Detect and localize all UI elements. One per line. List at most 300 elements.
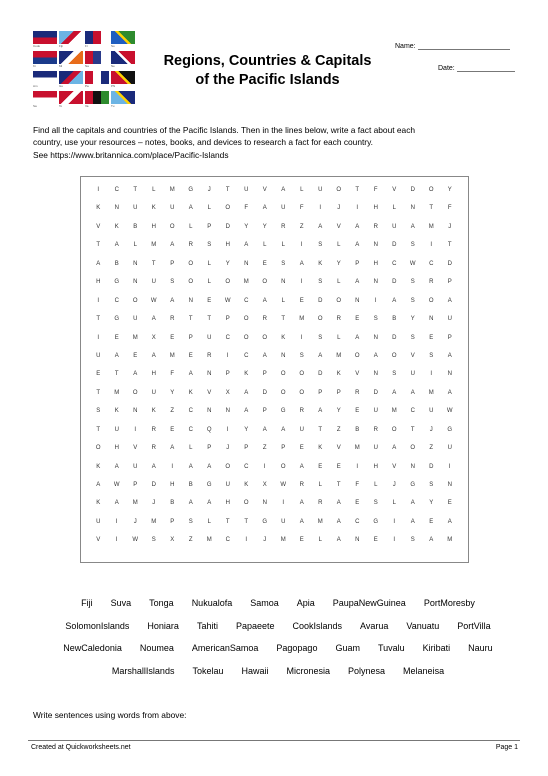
grid-letter[interactable]: A bbox=[299, 463, 304, 470]
grid-letter[interactable]: N bbox=[262, 500, 267, 507]
grid-letter[interactable]: O bbox=[280, 371, 286, 378]
grid-letter[interactable]: R bbox=[318, 500, 323, 507]
grid-letter[interactable]: T bbox=[281, 316, 286, 323]
grid-letter[interactable]: N bbox=[114, 205, 119, 212]
grid-letter[interactable]: L bbox=[318, 482, 322, 488]
grid-letter[interactable]: Z bbox=[299, 223, 304, 230]
grid-letter[interactable]: A bbox=[318, 223, 323, 230]
grid-letter[interactable]: A bbox=[447, 352, 452, 359]
grid-letter[interactable]: E bbox=[114, 334, 119, 341]
grid-letter[interactable]: M bbox=[132, 500, 138, 507]
grid-letter[interactable]: S bbox=[318, 279, 323, 286]
grid-letter[interactable]: O bbox=[262, 279, 268, 286]
grid-letter[interactable]: A bbox=[355, 242, 360, 249]
grid-letter[interactable]: B bbox=[114, 260, 119, 267]
grid-letter[interactable]: U bbox=[318, 187, 323, 193]
grid-letter[interactable]: O bbox=[317, 316, 323, 323]
grid-letter[interactable]: P bbox=[262, 371, 267, 378]
grid-letter[interactable]: H bbox=[225, 242, 230, 249]
grid-letter[interactable]: A bbox=[355, 279, 360, 286]
grid-letter[interactable]: L bbox=[281, 242, 285, 249]
grid-letter[interactable]: I bbox=[245, 537, 248, 544]
grid-letter[interactable]: T bbox=[429, 205, 434, 212]
grid-letter[interactable]: S bbox=[392, 371, 397, 378]
grid-letter[interactable]: J bbox=[133, 518, 137, 525]
grid-letter[interactable]: O bbox=[299, 389, 305, 396]
grid-letter[interactable]: M bbox=[280, 537, 286, 544]
grid-letter[interactable]: L bbox=[374, 482, 378, 488]
grid-letter[interactable]: U bbox=[429, 408, 434, 415]
grid-letter[interactable]: E bbox=[299, 297, 304, 304]
grid-letter[interactable]: A bbox=[114, 242, 119, 249]
grid-letter[interactable]: N bbox=[410, 463, 415, 470]
grid-letter[interactable]: E bbox=[96, 371, 101, 378]
grid-letter[interactable]: H bbox=[373, 260, 378, 267]
grid-letter[interactable]: A bbox=[299, 260, 304, 267]
grid-letter[interactable]: M bbox=[169, 187, 175, 193]
grid-letter[interactable]: J bbox=[226, 445, 230, 452]
grid-letter[interactable]: A bbox=[447, 389, 452, 396]
grid-letter[interactable]: H bbox=[225, 500, 230, 507]
grid-letter[interactable]: M bbox=[206, 537, 212, 544]
grid-letter[interactable]: I bbox=[374, 297, 377, 304]
grid-letter[interactable]: V bbox=[392, 187, 397, 193]
grid-letter[interactable]: G bbox=[206, 482, 212, 488]
grid-letter[interactable]: G bbox=[280, 408, 286, 415]
grid-letter[interactable]: M bbox=[169, 352, 175, 359]
grid-letter[interactable]: A bbox=[114, 352, 119, 359]
grid-letter[interactable]: N bbox=[355, 537, 360, 544]
name-field[interactable] bbox=[395, 42, 510, 50]
grid-letter[interactable]: E bbox=[355, 500, 360, 507]
grid-letter[interactable]: A bbox=[447, 297, 452, 304]
grid-letter[interactable]: I bbox=[356, 463, 359, 470]
grid-letter[interactable]: H bbox=[151, 223, 156, 230]
grid-letter[interactable]: I bbox=[226, 426, 229, 433]
grid-letter[interactable]: D bbox=[429, 463, 434, 470]
grid-letter[interactable]: V bbox=[410, 352, 415, 359]
grid-letter[interactable]: A bbox=[188, 371, 193, 378]
grid-letter[interactable]: L bbox=[337, 242, 341, 249]
grid-letter[interactable]: U bbox=[96, 352, 101, 359]
grid-letter[interactable]: I bbox=[300, 242, 303, 249]
grid-letter[interactable]: C bbox=[114, 297, 119, 304]
grid-letter[interactable]: S bbox=[151, 537, 156, 544]
grid-letter[interactable]: L bbox=[189, 223, 193, 230]
grid-letter[interactable]: U bbox=[410, 371, 415, 378]
grid-letter[interactable]: R bbox=[373, 426, 378, 433]
grid-letter[interactable]: H bbox=[96, 279, 101, 286]
grid-letter[interactable]: M bbox=[151, 518, 157, 525]
grid-letter[interactable]: G bbox=[114, 316, 120, 323]
grid-letter[interactable]: T bbox=[225, 187, 230, 193]
grid-letter[interactable]: J bbox=[207, 187, 211, 193]
grid-letter[interactable]: W bbox=[132, 537, 139, 544]
grid-letter[interactable]: K bbox=[318, 260, 323, 267]
grid-letter[interactable]: U bbox=[281, 205, 286, 212]
grid-letter[interactable]: A bbox=[170, 445, 175, 452]
grid-letter[interactable]: A bbox=[355, 223, 360, 230]
grid-letter[interactable]: B bbox=[133, 223, 138, 230]
grid-letter[interactable]: M bbox=[299, 316, 305, 323]
grid-letter[interactable]: Z bbox=[336, 426, 341, 433]
grid-letter[interactable]: K bbox=[244, 482, 249, 488]
grid-letter[interactable]: P bbox=[262, 408, 267, 415]
grid-letter[interactable]: K bbox=[151, 205, 156, 212]
grid-letter[interactable]: T bbox=[188, 316, 193, 323]
grid-letter[interactable]: N bbox=[133, 279, 138, 286]
grid-letter[interactable]: S bbox=[170, 279, 175, 286]
grid-letter[interactable]: I bbox=[448, 463, 451, 470]
grid-letter[interactable]: F bbox=[373, 187, 378, 193]
grid-letter[interactable]: P bbox=[170, 518, 175, 525]
grid-letter[interactable]: C bbox=[429, 260, 434, 267]
grid-letter[interactable]: N bbox=[447, 482, 452, 488]
grid-letter[interactable]: S bbox=[410, 279, 415, 286]
grid-letter[interactable]: A bbox=[392, 445, 397, 452]
grid-letter[interactable]: A bbox=[281, 187, 286, 193]
grid-letter[interactable]: N bbox=[281, 352, 286, 359]
grid-letter[interactable]: I bbox=[97, 297, 100, 304]
grid-letter[interactable]: E bbox=[170, 334, 175, 341]
grid-letter[interactable]: R bbox=[336, 316, 341, 323]
grid-letter[interactable]: V bbox=[336, 223, 341, 230]
grid-letter[interactable]: Y bbox=[262, 223, 267, 230]
grid-letter[interactable]: P bbox=[355, 260, 360, 267]
grid-letter[interactable]: E bbox=[299, 537, 304, 544]
grid-letter[interactable]: Q bbox=[206, 426, 212, 433]
grid-letter[interactable]: O bbox=[391, 352, 397, 359]
grid-letter[interactable]: O bbox=[132, 297, 138, 304]
grid-letter[interactable]: M bbox=[132, 334, 138, 341]
grid-letter[interactable]: M bbox=[428, 389, 434, 396]
grid-letter[interactable]: W bbox=[446, 408, 453, 415]
grid-letter[interactable]: V bbox=[96, 223, 101, 230]
grid-letter[interactable]: A bbox=[151, 463, 156, 470]
grid-letter[interactable]: L bbox=[207, 518, 211, 525]
grid-letter[interactable]: T bbox=[318, 426, 323, 433]
grid-letter[interactable]: I bbox=[393, 518, 396, 525]
grid-letter[interactable]: X bbox=[225, 389, 230, 396]
grid-letter[interactable]: T bbox=[96, 389, 101, 396]
grid-letter[interactable]: A bbox=[318, 352, 323, 359]
grid-letter[interactable]: U bbox=[373, 445, 378, 452]
grid-letter[interactable]: T bbox=[133, 187, 138, 193]
grid-letter[interactable]: H bbox=[373, 205, 378, 212]
grid-letter[interactable]: M bbox=[354, 445, 360, 452]
grid-letter[interactable]: A bbox=[299, 500, 304, 507]
grid-letter[interactable]: N bbox=[373, 334, 378, 341]
grid-letter[interactable]: A bbox=[244, 408, 249, 415]
grid-letter[interactable]: S bbox=[281, 260, 286, 267]
grid-letter[interactable]: A bbox=[410, 389, 415, 396]
grid-letter[interactable]: U bbox=[373, 408, 378, 415]
grid-letter[interactable]: E bbox=[207, 297, 212, 304]
grid-letter[interactable]: L bbox=[207, 205, 211, 212]
grid-letter[interactable]: P bbox=[207, 445, 212, 452]
grid-letter[interactable]: O bbox=[243, 316, 249, 323]
grid-letter[interactable]: A bbox=[299, 518, 304, 525]
grid-letter[interactable]: U bbox=[151, 279, 156, 286]
grid-letter[interactable]: D bbox=[392, 334, 397, 341]
grid-letter[interactable]: O bbox=[169, 223, 175, 230]
grid-letter[interactable]: Z bbox=[262, 445, 267, 452]
grid-letter[interactable]: G bbox=[114, 279, 120, 286]
grid-letter[interactable]: U bbox=[207, 334, 212, 341]
grid-letter[interactable]: K bbox=[114, 408, 119, 415]
grid-letter[interactable]: A bbox=[114, 463, 119, 470]
grid-letter[interactable]: P bbox=[170, 260, 175, 267]
grid-letter[interactable]: S bbox=[96, 408, 101, 415]
grid-letter[interactable]: X bbox=[170, 537, 175, 544]
grid-letter[interactable]: K bbox=[281, 334, 286, 341]
grid-letter[interactable]: U bbox=[447, 445, 452, 452]
grid-letter[interactable]: K bbox=[318, 445, 323, 452]
grid-letter[interactable]: C bbox=[188, 408, 193, 415]
grid-letter[interactable]: C bbox=[244, 297, 249, 304]
grid-letter[interactable]: D bbox=[392, 242, 397, 249]
grid-letter[interactable]: V bbox=[96, 537, 101, 544]
grid-letter[interactable]: S bbox=[429, 482, 434, 488]
grid-letter[interactable]: J bbox=[392, 482, 396, 488]
grid-letter[interactable]: L bbox=[263, 242, 267, 249]
grid-letter[interactable]: L bbox=[133, 242, 137, 249]
grid-letter[interactable]: U bbox=[392, 223, 397, 230]
grid-letter[interactable]: F bbox=[244, 205, 249, 212]
grid-letter[interactable]: A bbox=[96, 482, 101, 488]
grid-letter[interactable]: E bbox=[170, 426, 175, 433]
grid-letter[interactable]: S bbox=[429, 352, 434, 359]
grid-letter[interactable]: X bbox=[262, 482, 267, 488]
grid-letter[interactable]: B bbox=[355, 426, 360, 433]
grid-letter[interactable]: A bbox=[410, 500, 415, 507]
grid-letter[interactable]: A bbox=[114, 500, 119, 507]
grid-letter[interactable]: I bbox=[226, 352, 229, 359]
grid-letter[interactable]: G bbox=[410, 482, 416, 488]
grid-letter[interactable]: J bbox=[448, 223, 452, 230]
grid-letter[interactable]: P bbox=[225, 316, 230, 323]
grid-letter[interactable]: A bbox=[429, 537, 434, 544]
grid-letter[interactable]: Y bbox=[244, 426, 249, 433]
grid-letter[interactable]: D bbox=[318, 371, 323, 378]
grid-letter[interactable]: T bbox=[96, 242, 101, 249]
grid-letter[interactable]: C bbox=[114, 187, 119, 193]
grid-letter[interactable]: K bbox=[188, 389, 193, 396]
grid-letter[interactable]: K bbox=[244, 371, 249, 378]
grid-letter[interactable]: M bbox=[151, 242, 157, 249]
grid-letter[interactable]: T bbox=[410, 426, 415, 433]
grid-letter[interactable]: N bbox=[207, 408, 212, 415]
grid-letter[interactable]: U bbox=[114, 426, 119, 433]
grid-letter[interactable]: P bbox=[447, 334, 452, 341]
grid-letter[interactable]: B bbox=[188, 482, 193, 488]
grid-letter[interactable]: C bbox=[244, 352, 249, 359]
grid-letter[interactable]: V bbox=[133, 445, 138, 452]
grid-letter[interactable]: C bbox=[225, 537, 230, 544]
grid-letter[interactable]: A bbox=[281, 426, 286, 433]
grid-letter[interactable]: C bbox=[244, 463, 249, 470]
grid-letter[interactable]: S bbox=[410, 242, 415, 249]
grid-letter[interactable]: F bbox=[355, 482, 360, 488]
grid-letter[interactable]: E bbox=[262, 260, 267, 267]
grid-letter[interactable]: Y bbox=[170, 389, 175, 396]
grid-letter[interactable]: O bbox=[225, 463, 231, 470]
grid-letter[interactable]: E bbox=[429, 334, 434, 341]
grid-letter[interactable]: T bbox=[244, 518, 249, 525]
grid-letter[interactable]: A bbox=[188, 500, 193, 507]
grid-letter[interactable]: L bbox=[337, 334, 341, 341]
grid-letter[interactable]: N bbox=[429, 316, 434, 323]
grid-letter[interactable]: W bbox=[150, 297, 157, 304]
grid-letter[interactable]: O bbox=[428, 187, 434, 193]
grid-letter[interactable]: L bbox=[207, 279, 211, 286]
grid-letter[interactable]: H bbox=[151, 371, 156, 378]
grid-letter[interactable]: L bbox=[207, 260, 211, 267]
grid-letter[interactable]: K bbox=[96, 463, 101, 470]
grid-letter[interactable]: L bbox=[392, 500, 396, 507]
grid-letter[interactable]: C bbox=[225, 334, 230, 341]
grid-letter[interactable]: Y bbox=[429, 500, 434, 507]
grid-letter[interactable]: A bbox=[151, 316, 156, 323]
grid-letter[interactable]: E bbox=[299, 445, 304, 452]
grid-letter[interactable]: T bbox=[207, 316, 212, 323]
grid-letter[interactable]: N bbox=[133, 408, 138, 415]
grid-letter[interactable]: O bbox=[188, 279, 194, 286]
grid-letter[interactable]: C bbox=[410, 408, 415, 415]
grid-letter[interactable]: T bbox=[96, 316, 101, 323]
grid-letter[interactable]: H bbox=[373, 463, 378, 470]
grid-letter[interactable]: K bbox=[96, 205, 101, 212]
grid-letter[interactable]: P bbox=[133, 482, 138, 488]
grid-letter[interactable]: E bbox=[429, 518, 434, 525]
grid-letter[interactable]: I bbox=[300, 279, 303, 286]
grid-letter[interactable]: O bbox=[280, 389, 286, 396]
grid-letter[interactable]: Y bbox=[336, 408, 341, 415]
grid-letter[interactable]: D bbox=[410, 187, 415, 193]
grid-letter[interactable]: N bbox=[373, 242, 378, 249]
grid-letter[interactable]: V bbox=[355, 371, 360, 378]
grid-letter[interactable]: N bbox=[355, 297, 360, 304]
grid-letter[interactable]: X bbox=[151, 334, 156, 341]
grid-letter[interactable]: T bbox=[355, 187, 360, 193]
grid-letter[interactable]: A bbox=[262, 205, 267, 212]
grid-letter[interactable]: A bbox=[392, 297, 397, 304]
grid-letter[interactable]: F bbox=[170, 371, 175, 378]
grid-letter[interactable]: S bbox=[207, 242, 212, 249]
grid-letter[interactable]: S bbox=[373, 316, 378, 323]
grid-letter[interactable]: S bbox=[318, 242, 323, 249]
grid-letter[interactable]: A bbox=[151, 352, 156, 359]
grid-letter[interactable]: O bbox=[336, 187, 342, 193]
grid-letter[interactable]: O bbox=[391, 426, 397, 433]
grid-letter[interactable]: P bbox=[207, 223, 212, 230]
grid-letter[interactable]: A bbox=[262, 426, 267, 433]
grid-letter[interactable]: G bbox=[188, 187, 194, 193]
grid-letter[interactable]: A bbox=[318, 408, 323, 415]
grid-letter[interactable]: B bbox=[170, 500, 175, 507]
grid-letter[interactable]: Z bbox=[429, 445, 434, 452]
grid-letter[interactable]: U bbox=[447, 316, 452, 323]
grid-letter[interactable]: P bbox=[318, 389, 323, 396]
grid-letter[interactable]: O bbox=[188, 260, 194, 267]
grid-letter[interactable]: D bbox=[373, 389, 378, 396]
grid-letter[interactable]: J bbox=[263, 537, 267, 544]
grid-letter[interactable]: H bbox=[170, 482, 175, 488]
grid-letter[interactable]: O bbox=[243, 500, 249, 507]
grid-letter[interactable]: D bbox=[447, 260, 452, 267]
grid-letter[interactable]: R bbox=[281, 223, 286, 230]
grid-letter[interactable]: J bbox=[429, 426, 433, 433]
grid-letter[interactable]: O bbox=[225, 279, 231, 286]
grid-letter[interactable]: A bbox=[170, 242, 175, 249]
grid-letter[interactable]: S bbox=[410, 537, 415, 544]
grid-letter[interactable]: P bbox=[225, 371, 230, 378]
grid-letter[interactable]: Z bbox=[170, 408, 175, 415]
grid-letter[interactable]: S bbox=[410, 334, 415, 341]
grid-letter[interactable]: V bbox=[207, 389, 212, 396]
grid-letter[interactable]: I bbox=[430, 242, 433, 249]
grid-letter[interactable]: P bbox=[281, 445, 286, 452]
grid-letter[interactable]: I bbox=[356, 205, 359, 212]
grid-letter[interactable]: M bbox=[336, 352, 342, 359]
grid-letter[interactable]: R bbox=[429, 279, 434, 286]
grid-letter[interactable]: E bbox=[447, 500, 452, 507]
grid-letter[interactable]: M bbox=[317, 518, 323, 525]
grid-letter[interactable]: V bbox=[262, 187, 267, 193]
grid-letter[interactable]: I bbox=[319, 205, 322, 212]
grid-letter[interactable]: N bbox=[281, 279, 286, 286]
grid-letter[interactable]: K bbox=[114, 223, 119, 230]
grid-letter[interactable]: I bbox=[97, 187, 100, 193]
grid-letter[interactable]: A bbox=[336, 518, 341, 525]
word-search-grid[interactable] bbox=[89, 181, 459, 550]
grid-letter[interactable]: A bbox=[244, 389, 249, 396]
grid-letter[interactable]: E bbox=[318, 463, 323, 470]
grid-letter[interactable]: O bbox=[225, 205, 231, 212]
grid-letter[interactable]: R bbox=[262, 316, 267, 323]
grid-letter[interactable]: E bbox=[133, 352, 138, 359]
grid-letter[interactable]: G bbox=[447, 426, 453, 433]
grid-letter[interactable]: A bbox=[96, 260, 101, 267]
grid-letter[interactable]: J bbox=[337, 205, 341, 212]
grid-letter[interactable]: P bbox=[447, 279, 452, 286]
grid-letter[interactable]: U bbox=[244, 187, 249, 193]
date-line[interactable] bbox=[457, 64, 515, 72]
grid-letter[interactable]: O bbox=[299, 371, 305, 378]
grid-letter[interactable]: B bbox=[392, 316, 397, 323]
grid-letter[interactable]: O bbox=[132, 389, 138, 396]
grid-letter[interactable]: W bbox=[113, 482, 120, 488]
grid-letter[interactable]: L bbox=[337, 279, 341, 286]
grid-letter[interactable]: E bbox=[188, 352, 193, 359]
grid-letter[interactable]: W bbox=[409, 260, 416, 267]
grid-letter[interactable]: R bbox=[151, 445, 156, 452]
grid-letter[interactable]: S bbox=[188, 518, 193, 525]
grid-letter[interactable]: R bbox=[188, 242, 193, 249]
grid-letter[interactable]: M bbox=[243, 279, 249, 286]
grid-letter[interactable]: U bbox=[133, 463, 138, 470]
grid-letter[interactable]: E bbox=[355, 408, 360, 415]
grid-letter[interactable]: T bbox=[225, 518, 230, 525]
grid-letter[interactable]: L bbox=[281, 297, 285, 304]
grid-letter[interactable]: S bbox=[318, 334, 323, 341]
grid-letter[interactable]: Y bbox=[244, 223, 249, 230]
grid-letter[interactable]: U bbox=[151, 389, 156, 396]
grid-letter[interactable]: H bbox=[114, 445, 119, 452]
grid-letter[interactable]: U bbox=[133, 316, 138, 323]
grid-letter[interactable]: W bbox=[280, 482, 287, 488]
grid-letter[interactable]: A bbox=[447, 518, 452, 525]
